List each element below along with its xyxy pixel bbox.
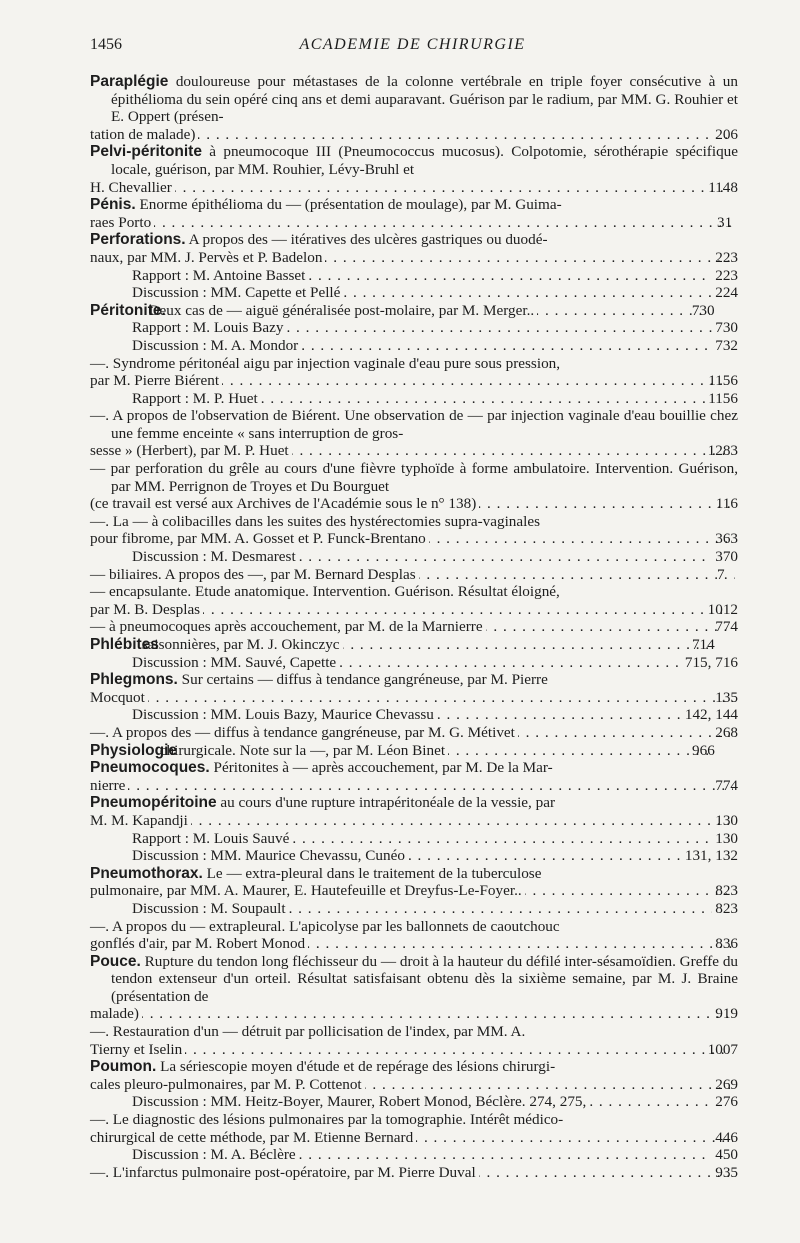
index-entry xyxy=(90,742,738,760)
entry-last-text: malade) xyxy=(90,1005,139,1023)
index-subentry xyxy=(90,900,738,918)
entry-text: à pneumocoque III (Pneumococcus mucosus). Colpotomie, sérothérapie spécifique locale, guérison, par MM. Rouhier, Lévy-Bruhl et xyxy=(111,143,738,178)
entry-last-text: par M. Pierre Biérent xyxy=(90,372,220,390)
entry-last-text: gonflés d'air, par M. Robert Monod xyxy=(90,935,306,953)
entry-last-text: — biliaires. A propos des —, par M. Bernard Desplas xyxy=(90,565,416,583)
entry-last-line xyxy=(132,390,738,408)
index-entry xyxy=(90,460,738,513)
page-header xyxy=(90,36,735,60)
dot-leader xyxy=(343,284,712,302)
page-reference: 715, 716 xyxy=(684,653,738,671)
entry-heading: Pneumopéritoine xyxy=(90,794,217,812)
page-reference: 223 xyxy=(715,266,738,284)
index-subentry xyxy=(90,337,738,355)
page-reference: 730 xyxy=(715,319,738,337)
entry-last-text: cales pleuro-pulmonaires, par M. P. Cottenot xyxy=(90,1075,362,1093)
page-reference: 135 xyxy=(715,688,738,706)
index-entry xyxy=(90,1023,738,1058)
entry-last-text: Discussion : MM. Sauvé, Capette xyxy=(132,653,337,671)
index-entry xyxy=(90,724,738,742)
dot-leader xyxy=(261,390,705,408)
entry-last-line xyxy=(132,706,738,724)
entry-last-text: Rapport : M. Louis Sauvé xyxy=(132,829,290,847)
page-reference: 730 xyxy=(691,301,715,319)
dot-leader xyxy=(365,1076,734,1094)
page-reference: 268 xyxy=(715,723,738,741)
page-reference: 1156 xyxy=(708,389,738,407)
index-entry xyxy=(90,73,738,143)
index-entries xyxy=(90,73,738,1181)
entry-text: — encapsulante. Etude anatomique. Intervention. Guérison. Résultat éloigné, xyxy=(90,583,560,601)
entry-last-line xyxy=(132,319,738,337)
entry-last-line xyxy=(90,442,738,460)
entry-last-line xyxy=(132,654,738,672)
page-reference: 116 xyxy=(715,495,738,513)
page-reference: 935 xyxy=(715,1163,738,1181)
entry-last-line xyxy=(132,830,738,848)
page-number: 1456 xyxy=(90,36,122,53)
page-reference: 446 xyxy=(715,1128,738,1146)
page-reference: 223 xyxy=(715,248,738,266)
dot-leader xyxy=(286,319,712,337)
entry-last-text: sesse » (Herbert), par M. P. Huet xyxy=(90,442,289,460)
dot-leader xyxy=(525,882,734,900)
page-reference: 1156 xyxy=(708,372,738,390)
entry-heading: Péritonite. xyxy=(90,301,166,319)
dot-leader xyxy=(198,126,733,144)
dot-leader xyxy=(479,1164,734,1182)
page-reference: 823 xyxy=(715,882,738,900)
entry-last-line xyxy=(90,723,738,742)
dot-leader xyxy=(292,442,726,460)
entry-last-text: Deux cas de — aiguë généralisée post-molaire, par M. Merger.. xyxy=(148,301,535,319)
entry-text: Rupture du tendon long fléchisseur du — droit à la hauteur du défilé inter-sésamoïdien. Greffe du tendon extenseur d'un orteil. Résultat satisfaisant obtenu dès la sixième semaine, par M. J. Braine (présentation de xyxy=(111,952,739,1005)
running-title: ACADEMIE DE CHIRURGIE xyxy=(299,36,526,53)
entry-last-text: Discussion : M. Desmarest xyxy=(132,548,296,566)
entry-last-text: nierre xyxy=(90,776,126,794)
index-entry xyxy=(90,953,738,1023)
index-entry xyxy=(90,1164,738,1182)
entry-last-text: chirurgical de cette méthode, par M. Etienne Bernard xyxy=(90,1128,414,1146)
page-reference: 1283 xyxy=(707,442,738,460)
entry-last-text: Discussion : M. A. Mondor xyxy=(132,336,299,354)
dot-leader xyxy=(299,1146,713,1164)
entry-last-text: tation de malade) xyxy=(90,125,196,143)
entry-last-text: pulmonaire, par MM. A. Maurer, E. Hautefeuille et Dreyfus-Le-Foyer.. xyxy=(90,882,522,900)
entry-heading: Poumon. xyxy=(90,1058,157,1076)
dot-leader xyxy=(289,900,713,918)
entry-last-text: Discussion : MM. Maurice Chevassu, Cunéo xyxy=(132,847,405,865)
entry-last-line xyxy=(90,1075,738,1094)
entry-last-line xyxy=(132,1093,738,1111)
entry-last-line xyxy=(90,811,738,830)
dot-leader xyxy=(185,1041,725,1059)
index-entry xyxy=(90,355,738,390)
entry-last-line xyxy=(132,548,738,566)
index-entry xyxy=(90,513,738,548)
entry-last-text: pour fibrome, par MM. A. Gosset et P. Funck-Brentano xyxy=(90,530,426,548)
dot-leader xyxy=(486,618,734,636)
index-subentry xyxy=(90,390,738,408)
page-reference: 1012 xyxy=(707,600,738,618)
entry-last-line xyxy=(90,530,738,548)
entry-last-line xyxy=(90,935,738,953)
entry-last-text: Rapport : M. Louis Bazy xyxy=(132,319,284,337)
entry-heading: Paraplégie xyxy=(90,73,169,90)
index-entry xyxy=(90,566,738,584)
entry-last-line xyxy=(132,284,738,302)
index-entry xyxy=(90,918,738,953)
entry-heading: Physiologie xyxy=(90,741,177,759)
entry-last-line xyxy=(90,1040,738,1059)
entry-last-line xyxy=(132,900,738,918)
index-subentry xyxy=(90,830,738,848)
entry-heading: Phlébites xyxy=(90,636,159,653)
dot-leader xyxy=(191,812,733,830)
page-reference: 1148 xyxy=(708,178,738,196)
entry-last-text: raes Porto xyxy=(90,213,152,231)
dot-leader xyxy=(408,847,682,865)
index-entry xyxy=(90,1058,738,1093)
entry-last-line xyxy=(90,1128,738,1147)
dot-leader xyxy=(292,830,712,848)
page-reference: 370 xyxy=(715,548,738,566)
page-reference: 224 xyxy=(715,284,738,302)
index-entry xyxy=(90,618,738,636)
entry-last-line xyxy=(132,847,738,865)
entry-last-text: chirurgicale. Note sur la —, par M. Léon Binet xyxy=(159,741,446,759)
dot-leader xyxy=(175,179,726,197)
index-entry xyxy=(90,865,738,900)
page-reference: 714 xyxy=(691,636,715,653)
dot-leader xyxy=(537,302,710,320)
entry-last-text: —. A propos des — diffus à tendance gangréneuse, par M. G. Métivet xyxy=(90,723,515,741)
entry-heading: Pneumothorax. xyxy=(90,864,203,882)
entry-last-text: —. L'infarctus pulmonaire post-opératoire, par M. Pierre Duval xyxy=(90,1163,476,1181)
dot-leader xyxy=(339,654,682,672)
page-reference: 269 xyxy=(715,1075,738,1093)
dot-leader xyxy=(518,724,733,742)
entry-last-line xyxy=(90,618,738,636)
entry-last-text: Discussion : M. A. Béclère xyxy=(132,1146,296,1164)
dot-leader xyxy=(589,1093,712,1111)
page-reference: 131, 132 xyxy=(684,847,738,865)
entry-last-text: naux, par MM. J. Pervès et P. Badelon xyxy=(90,248,323,266)
entry-last-text: saisonnières, par M. J. Okinczyc xyxy=(141,636,340,653)
entry-last-line xyxy=(90,178,738,197)
dot-leader xyxy=(301,337,712,355)
entry-text: douloureuse pour métastases de la colonne vertébrale en triple foyer consécutive à un épithélioma du sein opéré cinq ans et demi auparavant. Guérison par le radium, par MM. G. Rouhier et E. Oppert (présen- xyxy=(111,73,738,126)
entry-last-line xyxy=(90,495,738,513)
dot-leader xyxy=(437,706,682,724)
page-reference: 206 xyxy=(715,125,738,143)
entry-last-text: H. Chevallier xyxy=(90,178,172,196)
entry-heading: Perforations. xyxy=(90,231,186,249)
index-entry xyxy=(90,636,738,654)
dot-leader xyxy=(325,249,733,267)
entry-last-text: Mocquot xyxy=(90,688,145,706)
dot-leader xyxy=(142,1005,733,1023)
entry-last-line xyxy=(90,688,738,707)
entry-last-text: Rapport : M. P. Huet xyxy=(132,389,258,407)
entry-last-text: Discussion : MM. Louis Bazy, Maurice Chevassu xyxy=(132,706,434,724)
index-entry xyxy=(90,1111,738,1146)
entry-last-text: Discussion : M. Soupault xyxy=(132,899,286,917)
entry-text: —. Le diagnostic des lésions pulmonaires par la tomographie. Intérêt médico- xyxy=(90,1111,564,1129)
page-reference: 276 xyxy=(715,1093,738,1111)
entry-last-text: Discussion : MM. Capette et Pellé xyxy=(132,284,341,302)
entry-text: —. A propos du — extrapleural. L'apicolyse par les ballonnets de caoutchouc xyxy=(90,917,560,935)
entry-text: — par perforation du grêle au cours d'une fièvre typhoïde à forme ambulatoire. Intervention. Guérison, par MM. Perrignon de Troyes et Du Bourguet xyxy=(90,460,738,495)
page-reference: 142, 144 xyxy=(684,706,738,724)
page-reference: 363 xyxy=(715,530,738,548)
index-entry xyxy=(90,794,738,829)
entry-last-text: Rapport : M. Antoine Basset xyxy=(132,266,306,284)
entry-text: —. La — à colibacilles dans les suites des hystérectomies supra-vaginales xyxy=(90,512,541,530)
entry-text: Sur certains — diffus à tendance gangréneuse, par M. Pierre xyxy=(181,671,548,689)
entry-last-line xyxy=(132,267,738,285)
page-reference: 774 xyxy=(715,776,738,794)
entry-last-line xyxy=(132,337,738,355)
page-reference: 450 xyxy=(715,1146,738,1164)
entry-last-text: (ce travail est versé aux Archives de l'Académie sous le n° 138) xyxy=(90,495,477,513)
entry-text: La sériescopie moyen d'étude et de repérage des lésions chirurgi- xyxy=(160,1058,556,1076)
entry-heading: Pouce. xyxy=(90,952,141,970)
entry-last-line xyxy=(90,372,738,390)
dot-leader xyxy=(343,636,710,654)
index-subentry xyxy=(90,548,738,566)
entry-heading: Pneumocoques. xyxy=(90,759,210,777)
index-subentry xyxy=(90,284,738,302)
dot-leader xyxy=(448,742,710,760)
index-entry xyxy=(90,143,738,196)
index-entry xyxy=(90,759,738,794)
entry-text: —. Restauration d'un — détruit par pollicisation de l'index, par MM. A. xyxy=(90,1023,526,1041)
index-subentry xyxy=(90,706,738,724)
index-subentry xyxy=(90,1093,738,1111)
index-subentry xyxy=(90,319,738,337)
page-reference: 1007 xyxy=(707,1040,738,1058)
entry-last-text: Tierny et Iselin xyxy=(90,1040,183,1058)
entry-text: A propos des — itératives des ulcères gastriques ou duodé- xyxy=(188,231,548,249)
entry-text: au cours d'une rupture intrapéritonéale de la vessie, par xyxy=(220,794,556,812)
page-reference: 774 xyxy=(715,618,738,636)
index-entry xyxy=(90,671,738,706)
entry-heading: Pelvi-péritonite xyxy=(90,143,202,161)
dot-leader xyxy=(128,777,733,795)
entry-last-line xyxy=(141,636,715,654)
index-subentry xyxy=(90,654,738,672)
entry-text: Le — extra-pleural dans le traitement de la tuberculose xyxy=(206,864,542,882)
dot-leader xyxy=(308,935,733,953)
index-entry xyxy=(90,407,738,460)
dot-leader xyxy=(203,601,726,619)
dot-leader xyxy=(308,267,712,285)
page-reference: 966 xyxy=(692,741,715,759)
entry-text: Enorme épithélioma du — (présentation de moulage), par M. Guima- xyxy=(139,196,562,214)
page-reference: 130 xyxy=(715,829,738,847)
dot-leader xyxy=(479,495,734,513)
dot-leader xyxy=(222,372,726,390)
entry-last-line xyxy=(90,125,738,144)
page-reference: 732 xyxy=(715,336,738,354)
entry-last-line xyxy=(132,1146,738,1164)
entry-last-line: — biliaires. A propos des —, par M. Bernard Desplas . . . 7 xyxy=(111,566,738,584)
page-reference: 823 xyxy=(715,899,738,917)
entry-last-text: par M. B. Desplas xyxy=(90,600,201,618)
entry-last-line xyxy=(90,882,738,900)
dot-leader xyxy=(416,1129,733,1147)
dot-leader xyxy=(419,566,735,584)
index-subentry xyxy=(90,267,738,285)
entry-last-text: Discussion : MM. Heitz-Boyer, Maurer, Robert Monod, Béclère. 274, 275, xyxy=(132,1093,587,1111)
index-entry xyxy=(90,583,738,618)
index-subentry xyxy=(90,1146,738,1164)
entry-text: —. A propos de l'observation de Biérent. Une observation de — par injection vaginale d'eau bouillie chez une femme enceinte « sans interruption de gros- xyxy=(90,407,738,442)
dot-leader xyxy=(154,214,735,232)
index-subentry xyxy=(90,847,738,865)
dot-leader xyxy=(429,530,733,548)
entry-last-text: — à pneumocoques après accouchement, par M. de la Marnierre xyxy=(90,618,483,636)
entry-last-line xyxy=(148,301,715,320)
entry-text: Péritonites à — après accouchement, par M. De la Mar- xyxy=(213,759,553,777)
page-reference: 919 xyxy=(715,1005,738,1023)
entry-last-line xyxy=(90,248,738,267)
entry-heading: Phlegmons. xyxy=(90,671,178,689)
entry-last-line: raes Porto . . . 31 xyxy=(111,214,738,232)
index-entry xyxy=(90,302,738,320)
index-entry xyxy=(90,231,738,266)
page-reference: 836 xyxy=(715,935,738,953)
dot-leader xyxy=(299,548,713,566)
entry-last-line xyxy=(90,1163,738,1182)
page-reference: 130 xyxy=(715,811,738,829)
entry-text: —. Syndrome péritonéal aigu par injection vaginale d'eau pure sous pression, xyxy=(90,354,561,372)
entry-last-text: M. M. Kapandji xyxy=(90,811,188,829)
entry-last-line xyxy=(159,741,715,760)
entry-last-line xyxy=(90,1005,738,1023)
index-entry xyxy=(90,196,738,231)
entry-last-line xyxy=(90,600,738,619)
entry-heading: Pénis. xyxy=(90,196,136,214)
entry-last-line xyxy=(90,776,738,795)
dot-leader xyxy=(148,689,733,707)
